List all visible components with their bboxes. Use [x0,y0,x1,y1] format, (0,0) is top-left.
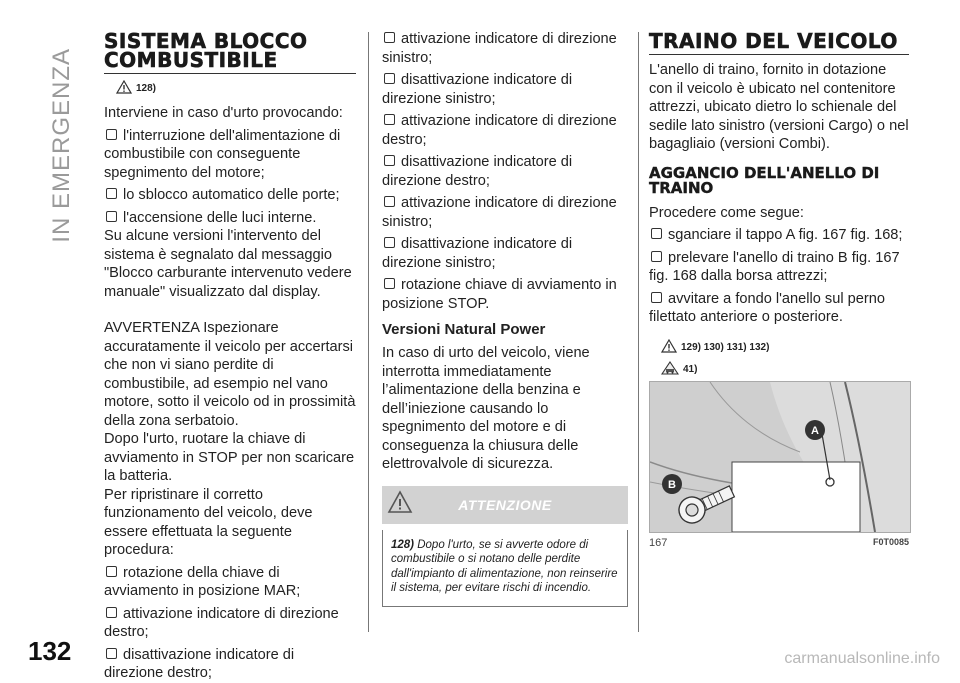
list-item: l'accensione delle luci interne. [104,209,356,228]
warning-triangle-icon [116,80,132,94]
warning-ref-numbers: 129) 130) 131) 132) [681,341,770,353]
column-3 [649,28,909,549]
warning-triangle-icon [387,490,413,514]
checkbox-bullet-icon [384,114,395,125]
caution-ref-number: 41) [683,363,698,375]
list-item: lo sblocco automatico delle porte; [104,186,356,205]
figure-code: F0T0085 [872,536,909,547]
column-divider [638,32,639,632]
checkbox-bullet-icon [106,211,117,222]
section-heading-fuel-cutoff: SISTEMA BLOCCO COMBUSTIBILE [104,32,356,74]
paragraph-display-message: Su alcune versioni l'intervento del sistema è segnalato dal messaggio "Blocco carburante intervenuto vedere manuale" visualizzato dal display. [104,228,352,300]
warning-ref-number: 128) [136,83,157,94]
checkbox-bullet-icon [384,278,395,289]
checkbox-bullet-icon [384,155,395,166]
warning-reference [661,339,909,353]
checkbox-bullet-icon [384,32,395,43]
checkbox-bullet-icon [384,196,395,207]
checkbox-bullet-icon [651,251,662,262]
subheading-ring-attach: AGGANCIO DELL'ANELLO DI TRAINO [649,163,880,197]
list-item: l'interruzione dell'alimentazione di combustibile con conseguente spegnimento del motore; [104,127,341,181]
list-item: disattivazione indicatore di direzione destro; [104,646,295,681]
list-item: attivazione indicatore di direzione destro; [382,113,617,148]
checkbox-bullet-icon [106,566,117,577]
checkbox-bullet-icon [651,228,662,239]
list-item: disattivazione indicatore di direzione sinistro; [382,236,573,271]
page-number: 132 [28,636,72,666]
list-item: prelevare l'anello di traino B fig. 167 fig. 168 dalla borsa attrezzi; [649,249,900,284]
paragraph-after-crash: Dopo l'urto, ruotare la chiave di avviamento in STOP per non scaricare la batteria. [104,431,355,484]
figure-167-tow-ring [649,381,911,533]
intro-text: Procedere come segue: [649,204,804,221]
attention-ref-number: 128) [391,538,415,551]
attention-text: Dopo l'urto, se si avverte odore di combustibile o si notano delle perdite dall'impianto di alimentazione, non reinserire il sistema, per evitare rischi di incendio. [391,538,618,594]
checkbox-bullet-icon [106,648,117,659]
paragraph-natural-power: In caso di urto del veicolo, viene interrotta immediatamente l’alimentazione della benzina e dell’iniezione causando lo spegnimento del motore e di conseguenza la chiusura delle elettrovalvole di sicurezza. [382,345,590,472]
figure-number: 167 [649,536,668,549]
attention-title: ATTENZIONE [458,496,552,513]
paragraph-advisory: AVVERTENZA Ispezionare accuratamente il veicolo per accertarsi che non vi siano perdite di combustibile, ad esempio nel vano motore, sotto il veicolo od in prossimità della zona serbatoio. [104,320,356,429]
list-item: disattivazione indicatore di direzione sinistro; [382,72,573,107]
intro-text: Interviene in caso d'urto provocando: [104,105,343,121]
column-divider [368,32,369,632]
checkbox-bullet-icon [106,129,117,140]
list-item: attivazione indicatore di direzione sinistro; [382,31,617,66]
figure-caption [649,537,909,549]
list-item: attivazione indicatore di direzione sinistro; [382,195,617,230]
car-caution-icon [661,361,679,375]
list-item: rotazione chiave di avviamento in posizione STOP. [382,277,617,312]
warning-triangle-icon [661,339,677,353]
checkbox-bullet-icon [384,73,395,84]
checkbox-bullet-icon [384,237,395,248]
subheading-natural-power: Versioni Natural Power [382,321,546,338]
attention-banner [382,486,628,524]
attention-box [382,530,628,607]
paragraph-reset-procedure: Per ripristinare il corretto funzionamento del veicolo, deve essere effettuata la seguente procedura: [104,486,313,558]
paragraph-towing-ring: L'anello di traino, fornito in dotazione con il veicolo è ubicato nel contenitore attrezzi, ubicato dietro lo schienale del sedile lato sinistro (versioni Cargo) o nel bagagliaio (versioni Combi). [649,62,909,152]
list-item: attivazione indicatore di direzione destro; [104,605,339,640]
figure-label-a: A [811,424,819,437]
checkbox-bullet-icon [106,607,117,618]
list-item: rotazione della chiave di avviamento in posizione MAR; [104,564,301,599]
list-item: disattivazione indicatore di direzione destro; [382,154,573,189]
figure-label-b: B [668,478,676,491]
warning-reference [116,80,356,94]
list-item: avvitare a fondo l'anello sul perno filettato anteriore o posteriore. [649,290,885,325]
column-1 [104,28,356,683]
chapter-side-label: IN EMERGENZA [48,48,75,243]
tow-ring-illustration [650,382,910,532]
section-heading-towing: TRAINO DEL VEICOLO [649,32,909,55]
caution-reference [661,361,909,375]
checkbox-bullet-icon [651,292,662,303]
checkbox-bullet-icon [106,188,117,199]
footer-watermark: carmanualsonline.info [784,650,940,667]
list-item: sganciare il tappo A fig. 167 fig. 168; [649,226,909,245]
column-2 [382,30,628,607]
